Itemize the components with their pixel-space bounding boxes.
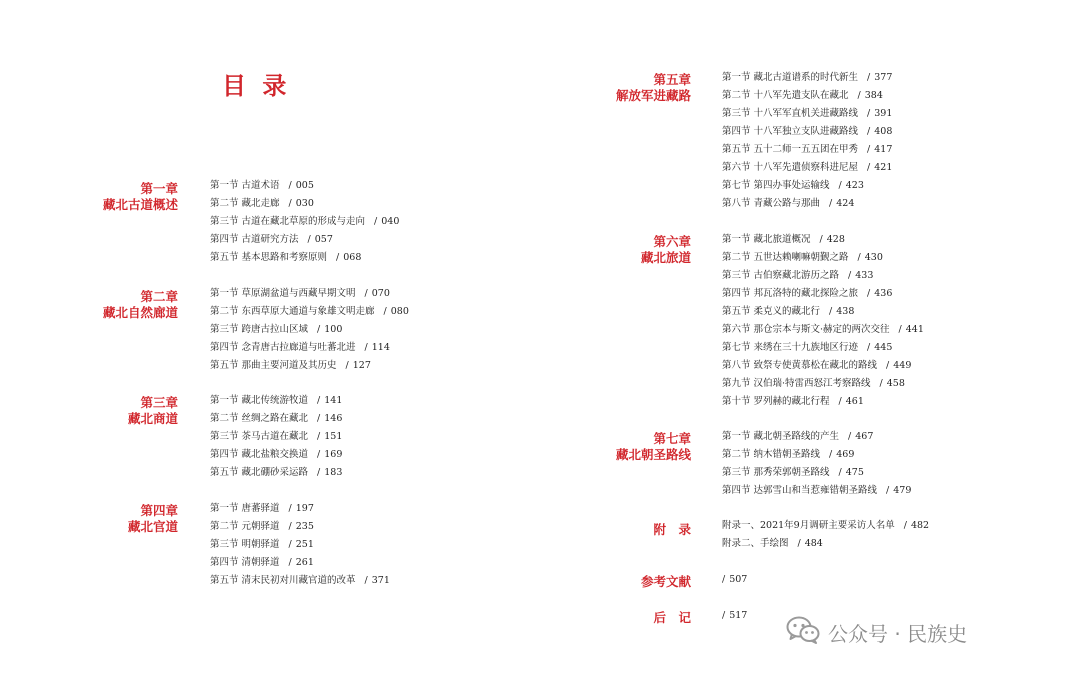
entry-title: 第二节 十八军先遣支队在藏北 (722, 90, 849, 101)
entry-page: 114 (371, 342, 390, 353)
appendix-heading: 附 录 (653, 522, 691, 537)
chapter-2-label (103, 289, 178, 321)
entry-title: 第一节 草原湖盆道与西藏早期文明 (210, 288, 356, 299)
chapter-5-label (616, 72, 691, 104)
entry-title: 第二节 藏北走廊 (210, 198, 280, 209)
entry-page: 005 (295, 180, 314, 191)
entry-title: 第五节 清末民初对川藏官道的改革 (210, 575, 356, 586)
entry-title: 第一节 古道术语 (210, 180, 280, 191)
toc-entry[interactable]: 第五节 藏北硼砂采运路 / 183 (210, 467, 343, 478)
chapter-3-label (128, 395, 178, 427)
chapter-5-entries (722, 69, 892, 213)
entry-title: 第九节 汉伯瑞·特雷西怒江考察路线 (722, 378, 871, 389)
entry-page: 436 (874, 288, 893, 299)
entry-title: 第八节 致祭专使黄慕松在藏北的路线 (722, 360, 878, 371)
entry-title: 第四节 清朝驿道 (210, 557, 280, 568)
toc-entry[interactable]: 第一节 藏北旅道概况 / 428 (722, 234, 845, 245)
toc-entry[interactable]: 第三节 茶马古道在藏北 / 151 (210, 431, 343, 442)
entry-page: 484 (804, 538, 823, 549)
entry-page: 445 (874, 342, 893, 353)
entry-page: 408 (874, 126, 893, 137)
appendix-entries (722, 517, 929, 553)
entry-page: 197 (295, 503, 314, 514)
entry-page: 475 (845, 467, 864, 478)
toc-entry[interactable]: 第九节 汉伯瑞·特雷西怒江考察路线 / 458 (722, 378, 905, 389)
chapter-3-number: 第三章 (140, 395, 178, 410)
postscript-entries (722, 607, 747, 625)
toc-entry[interactable]: 第二节 纳木错朝圣路线 / 469 (722, 449, 855, 460)
postscript-label (653, 610, 691, 626)
chapter-1-number: 第一章 (140, 181, 178, 196)
entry-page: 441 (905, 324, 924, 335)
chapter-7-title: 藏北朝圣路线 (615, 447, 691, 462)
chapter-5-title: 解放军进藏路 (615, 88, 691, 103)
chapter-1-title: 藏北古道概述 (102, 197, 178, 212)
toc-entry[interactable]: 第七节 第四办事处运输线 / 423 (722, 180, 864, 191)
chapter-7-entries (722, 428, 911, 500)
toc-entry[interactable]: / 517 (722, 610, 748, 621)
entry-page: 151 (324, 431, 343, 442)
entry-page: 169 (324, 449, 343, 460)
entry-page: 438 (836, 306, 855, 317)
entry-title: 第三节 明朝驿道 (210, 539, 280, 550)
toc-entry[interactable]: 第四节 达郭雪山和当惹雍错朝圣路线 / 479 (722, 485, 912, 496)
toc-entry[interactable]: 第三节 十八军军直机关进藏路线 / 391 (722, 108, 893, 119)
toc-entry[interactable]: 第一节 古道术语 / 005 (210, 180, 314, 191)
chapter-1-entries (210, 177, 399, 267)
toc-entry[interactable]: 第一节 藏北朝圣路线的产生 / 467 (722, 431, 874, 442)
entry-title: 第二节 纳木错朝圣路线 (722, 449, 821, 460)
entry-title: 第三节 古道在藏北草原的形成与走向 (210, 216, 366, 227)
entry-title: 第六节 那仓宗本与斯文·赫定的两次交往 (722, 324, 890, 335)
entry-title: 第七节 来绣在三十九族地区行迹 (722, 342, 859, 353)
toc-entry[interactable]: 第五节 那曲主要河道及其历史 / 127 (210, 360, 371, 371)
entry-page: 417 (874, 144, 893, 155)
references-heading: 参考文献 (640, 574, 691, 589)
entry-page: 261 (295, 557, 314, 568)
entry-title: 附录二、手绘图 (722, 538, 789, 549)
entry-title: 第一节 藏北古道谱系的时代新生 (722, 72, 859, 83)
entry-page: 469 (836, 449, 855, 460)
entry-title: 第五节 五十二师一五五团在甲秀 (722, 144, 859, 155)
entry-page: 449 (893, 360, 912, 371)
toc-entry[interactable]: 第六节 那仓宗本与斯文·赫定的两次交往 / 441 (722, 324, 924, 335)
entry-title: 第三节 茶马古道在藏北 (210, 431, 309, 442)
chapter-4-title: 藏北官道 (127, 519, 178, 534)
entry-page: 080 (390, 306, 409, 317)
entry-title: 第二节 五世达赖喇嘛朝觐之路 (722, 252, 849, 263)
entry-page: 070 (371, 288, 390, 299)
references-label (641, 574, 691, 590)
entry-page: 421 (874, 162, 893, 173)
wechat-icon (786, 616, 820, 648)
chapter-3-title: 藏北商道 (127, 411, 178, 426)
chapter-2-number: 第二章 (140, 289, 178, 304)
toc-entry[interactable]: 第一节 草原湖盆道与西藏早期文明 / 070 (210, 288, 390, 299)
entry-title: 第二节 元朝驿道 (210, 521, 280, 532)
entry-page: 391 (874, 108, 893, 119)
toc-entry[interactable]: 第四节 古道研究方法 / 057 (210, 234, 333, 245)
toc-entry[interactable]: 第二节 丝绸之路在藏北 / 146 (210, 413, 343, 424)
toc-entry[interactable]: 第四节 藏北盐粮交换道 / 169 (210, 449, 343, 460)
entry-page: 057 (314, 234, 333, 245)
entry-page: 424 (836, 198, 855, 209)
entry-title: 第一节 藏北传统游牧道 (210, 395, 309, 406)
entry-page: 430 (864, 252, 883, 263)
chapter-2-title: 藏北自然廊道 (102, 305, 178, 320)
toc-entry[interactable]: 第八节 致祭专使黄慕松在藏北的路线 / 449 (722, 360, 912, 371)
entry-title: 第三节 十八军军直机关进藏路线 (722, 108, 859, 119)
toc-entry[interactable]: 第二节 藏北走廊 / 030 (210, 198, 314, 209)
entry-title: 第四节 念青唐古拉廊道与吐蕃北进 (210, 342, 356, 353)
entry-title: 第六节 十八军先遣侦察科进尼屋 (722, 162, 859, 173)
entry-page: 458 (886, 378, 905, 389)
chapter-1-label (103, 181, 178, 213)
chapter-7-label (616, 431, 691, 463)
chapter-4-label (128, 503, 178, 535)
toc-entry[interactable]: 第一节 藏北传统游牧道 / 141 (210, 395, 343, 406)
entry-title: 第三节 古伯察藏北游历之路 (722, 270, 840, 281)
toc-entry[interactable]: 第八节 青藏公路与那曲 / 424 (722, 198, 855, 209)
entry-page: 482 (910, 520, 930, 531)
toc-entry[interactable]: 第七节 来绣在三十九族地区行迹 / 445 (722, 342, 893, 353)
entry-page: 127 (352, 360, 371, 371)
toc-entry[interactable]: 第二节 元朝驿道 / 235 (210, 521, 314, 532)
entry-title: 第一节 唐蕃驿道 (210, 503, 280, 514)
entry-title: 第四节 藏北盐粮交换道 (210, 449, 309, 460)
toc-entry[interactable]: 第三节 古道在藏北草原的形成与走向 / 040 (210, 216, 400, 227)
chapter-4-entries (210, 500, 390, 590)
entry-page: 371 (371, 575, 390, 586)
chapter-6-label (641, 234, 691, 266)
toc-entry[interactable]: 第三节 古伯察藏北游历之路 / 433 (722, 270, 874, 281)
entry-page: 428 (826, 234, 845, 245)
entry-title: 附录一、2021年9月调研主要采访人名单 (722, 520, 895, 531)
entry-page: 030 (295, 198, 314, 209)
entry-title: 第五节 柔克义的藏北行 (722, 306, 821, 317)
entry-page: 433 (855, 270, 874, 281)
entry-page: 467 (855, 431, 874, 442)
toc-entry[interactable]: 第一节 藏北古道谱系的时代新生 / 377 (722, 72, 893, 83)
entry-title: 第二节 东西草原大通道与象雄文明走廊 (210, 306, 375, 317)
chapter-6-title: 藏北旅道 (640, 250, 691, 265)
entry-page: 100 (324, 324, 343, 335)
entry-page: 479 (893, 485, 912, 496)
entry-page: 141 (324, 395, 343, 406)
toc-entry[interactable]: / 507 (722, 574, 748, 585)
toc-entry[interactable]: 第四节 清朝驿道 / 261 (210, 557, 314, 568)
chapter-4-number: 第四章 (140, 503, 178, 518)
entry-title: 第三节 那秀荣郭朝圣路线 (722, 467, 830, 478)
entry-title: 第十节 罗列赫的藏北行程 (722, 396, 830, 407)
chapter-5-number: 第五章 (653, 72, 691, 87)
toc-entry[interactable]: 第四节 念青唐古拉廊道与吐蕃北进 / 114 (210, 342, 390, 353)
entry-title: 第一节 藏北旅道概况 (722, 234, 811, 245)
entry-title: 第一节 藏北朝圣路线的产生 (722, 431, 840, 442)
entry-page: 068 (343, 252, 362, 263)
entry-title: 第八节 青藏公路与那曲 (722, 198, 821, 209)
toc-entry[interactable]: 附录一、2021年9月调研主要采访人名单 / 482 (722, 520, 930, 531)
chapter-6-number: 第六章 (653, 234, 691, 249)
entry-page: 235 (295, 521, 314, 532)
toc-entry[interactable]: 第四节 十八军独立支队进藏路线 / 408 (722, 126, 893, 137)
entry-page: 377 (874, 72, 893, 83)
references-entries (722, 571, 747, 589)
entry-page: 384 (864, 90, 883, 101)
entry-page: 461 (845, 396, 864, 407)
entry-page: 507 (729, 574, 748, 585)
toc-entry[interactable]: 第五节 柔克义的藏北行 / 438 (722, 306, 855, 317)
entry-title: 第二节 丝绸之路在藏北 (210, 413, 309, 424)
page-title: 目 录 (222, 71, 291, 100)
entry-title: 第四节 古道研究方法 (210, 234, 299, 245)
toc-entry[interactable]: 第二节 东西草原大通道与象雄文明走廊 / 080 (210, 306, 409, 317)
entry-page: 183 (324, 467, 343, 478)
entry-page: 146 (324, 413, 343, 424)
entry-title: 第四节 十八军独立支队进藏路线 (722, 126, 859, 137)
entry-title: 第五节 基本思路和考察原则 (210, 252, 328, 263)
watermark-text: 公众号 · 民族史 (828, 621, 968, 646)
toc-entry[interactable]: 第二节 十八军先遣支队在藏北 / 384 (722, 90, 883, 101)
toc-entry[interactable]: 第五节 五十二师一五五团在甲秀 / 417 (722, 144, 893, 155)
toc-entry[interactable]: 第六节 十八军先遣侦察科进尼屋 / 421 (722, 162, 893, 173)
toc-entry[interactable]: 第三节 明朝驿道 / 251 (210, 539, 314, 550)
toc-entry[interactable]: 附录二、手绘图 / 484 (722, 538, 823, 549)
entry-page: 040 (381, 216, 400, 227)
appendix-label (653, 522, 691, 538)
toc-entry[interactable]: 第五节 清末民初对川藏官道的改革 / 371 (210, 575, 390, 586)
entry-title: 第三节 跨唐古拉山区域 (210, 324, 309, 335)
toc-entry[interactable]: 第三节 那秀荣郭朝圣路线 / 475 (722, 467, 864, 478)
toc-entry[interactable]: 第一节 唐蕃驿道 / 197 (210, 503, 314, 514)
chapter-7-number: 第七章 (653, 431, 691, 446)
entry-title: 第七节 第四办事处运输线 (722, 180, 830, 191)
chapter-2-entries (210, 285, 409, 375)
chapter-6-entries (722, 231, 924, 411)
chapter-3-entries (210, 392, 342, 482)
entry-title: 第四节 达郭雪山和当惹雍错朝圣路线 (722, 485, 878, 496)
toc-entry[interactable]: 第十节 罗列赫的藏北行程 / 461 (722, 396, 864, 407)
entry-title: 第五节 那曲主要河道及其历史 (210, 360, 337, 371)
toc-entry[interactable]: 第五节 基本思路和考察原则 / 068 (210, 252, 362, 263)
toc-entry[interactable]: 第二节 五世达赖喇嘛朝觐之路 / 430 (722, 252, 883, 263)
entry-page: 251 (295, 539, 314, 550)
toc-entry[interactable]: 第三节 跨唐古拉山区域 / 100 (210, 324, 343, 335)
postscript-heading: 后 记 (653, 610, 691, 625)
entry-title: 第四节 邦瓦洛特的藏北探险之旅 (722, 288, 859, 299)
entry-page: 517 (729, 610, 748, 621)
entry-title: 第五节 藏北硼砂采运路 (210, 467, 309, 478)
entry-page: 423 (845, 180, 864, 191)
watermark (786, 617, 967, 647)
toc-entry[interactable]: 第四节 邦瓦洛特的藏北探险之旅 / 436 (722, 288, 893, 299)
